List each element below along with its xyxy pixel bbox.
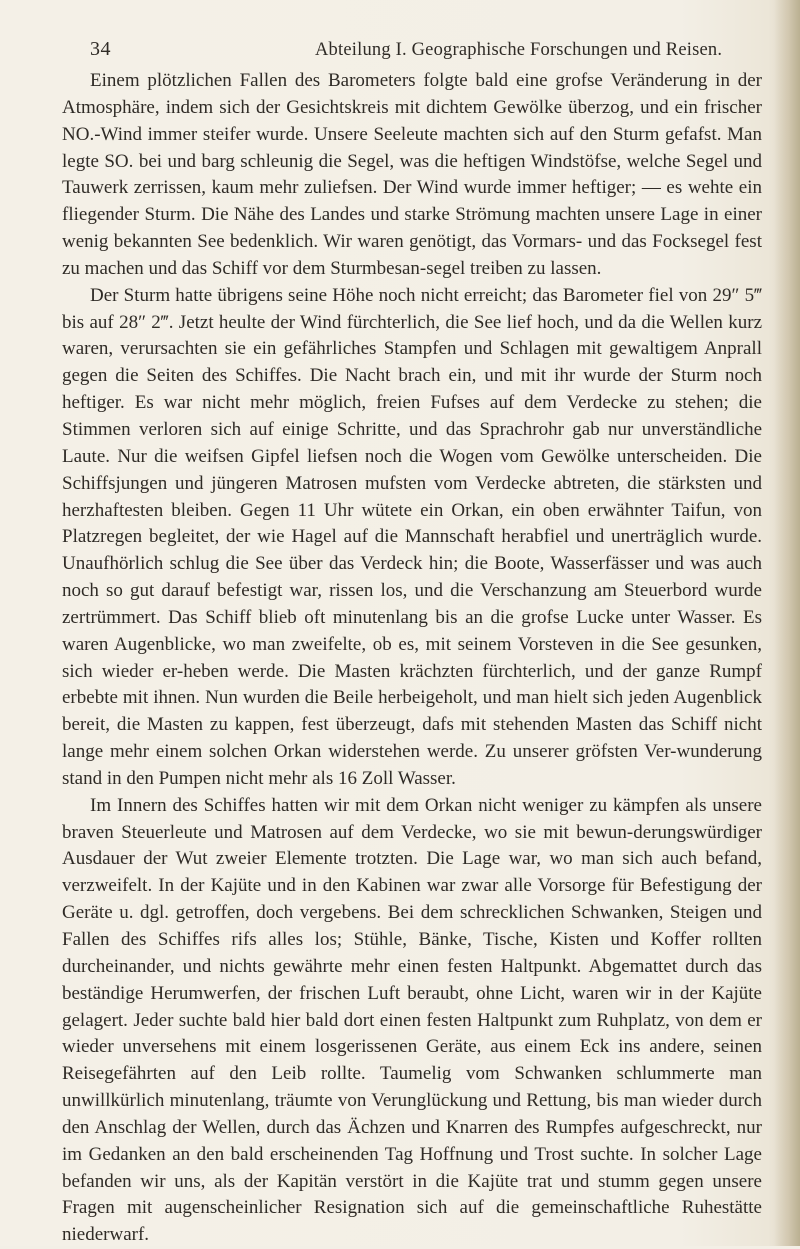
paragraph-cabin: Im Innern des Schiffes hatten wir mit dem Orkan nicht weniger zu kämpfen als unsere braven Steuerleute und Matrosen auf dem Verdecke, wo sie mit bewun-derungswürdiger Ausdauer der Wut zweier Elemente trotzten. Die Lage war, wo man sich auch befand, verzweifelt. In der Kajüte und in den Kabinen war zwar alle Vorsorge für Befestigung der Geräte u. dgl. getroffen, doch vergebens. Bei dem schrecklichen Schwanken, Steigen und Fallen des Schiffes rifs alles los; Stühle, Bänke, Tische, Kisten und Koffer rollten durcheinander, und nichts gewährte mehr einen festen Haltpunkt. Abgemattet durch das beständige Herumwerfen, der frischen Luft beraubt, ohne Licht, waren wir in der Kajüte gelagert. Jeder suchte bald hier bald dort einen festen Haltpunkt zum Ruhplatz, von dem er wieder unversehens mit einem losgerissenen Geräte, aus einem Eck ins andere, seinen Reisegefährten auf den Leib rollte. Taumelig vom Schwanken schlummerte man unwillkürlich minutenlang, träumte von Verunglückung und Rettung, bis man wieder durch den Anschlag der Wellen, durch das Ächzen und Knarren des Rumpfes aufgeschreckt, nur im Gedanken an den bald erscheinenden Tag Hoffnung und Trost suchte. In solcher Lage befanden wir uns, als der Kapitän verstört in die Kajüte trat und stumm gegen unsere Fragen mit augenscheinlicher Resignation sich auf die gemeinschaftliche Ruhestätte niederwarf. xyxy=(62,794,762,1246)
page-number: 34 xyxy=(90,38,111,60)
running-head xyxy=(62,38,762,68)
page-edge-shadow xyxy=(774,0,800,1246)
body-text xyxy=(62,68,762,1249)
paragraph-barometer: Einem plötzlichen Fallen des Barometers folgte bald eine grofse Veränderung in der Atmosphäre, indem sich der Gesichtskreis mit dichtem Gewölke überzog, und ein frischer NO.-Wind immer steifer wurde. Unsere Seeleute machten sich auf den Sturm gefafst. Man legte SO. bei und barg schleunig die Segel, was die heftigen Windstöfse, welche Segel und Tauwerk zerrissen, kaum mehr zuliefsen. Der Wind wurde immer heftiger; — es wehte ein fliegender Sturm. Die Nähe des Landes und starke Strömung machten unsere Lage in einer wenig bekannten See bedenklich. Wir waren genötigt, das Vormars- und das Focksegel fest zu machen und das Schiff vor dem Sturmbesan-segel treiben zu lassen. xyxy=(62,70,762,279)
running-head-title: Abteilung I. Geographische Forschungen und Reisen. xyxy=(315,40,723,60)
paragraph-storm: Der Sturm hatte übrigens seine Höhe noch nicht erreicht; das Barometer fiel von 29″ 5‴ bis auf 28″ 2‴. Jetzt heulte der Wind fürchterlich, die See lief hoch, und da die Wellen kurz waren, verursachten sie ein gefährliches Stampfen und Schlagen mit gewaltigem Anprall gegen die Seiten des Schiffes. Die Nacht brach ein, und mit ihr wurde der Sturm noch heftiger. Es war nicht mehr möglich, freien Fufses auf dem Verdecke zu stehen; die Stimmen verloren sich auf einige Schritte, und das Sprachrohr gab nur unverständliche Laute. Nur die weifsen Gipfel liefsen noch die Wogen vom Gewölke unterscheiden. Die Schiffsjungen und jüngeren Matrosen mufsten vom Verdecke abtreten, die stärksten und herzhaftesten bleiben. Gegen 11 Uhr wütete ein Orkan, ein oben erwähnter Taifun, von Platzregen begleitet, der wie Hagel auf die Mannschaft herabfiel und unerträglich wurde. Unaufhörlich schlug die See über das Verdeck hin; die Boote, Wasserfässer und was auch noch so gut darauf befestigt war, rissen los, und die Verschanzung am Steuerbord wurde zertrümmert. Das Schiff blieb oft minutenlang bis an die grofse Lucke unter Wasser. Es waren Augenblicke, wo man zweifelte, ob es, mit seinem Vorsteven in die See gesunken, sich wieder er-heben werde. Die Masten krächzten fürchterlich, und der ganze Rumpf erbebte mit ihnen. Nun wurden die Beile herbeigeholt, und man hielt sich jeden Augenblick bereit, die Masten zu kappen, fest überzeugt, dafs mit stehenden Masten das Schiff nicht lange mehr einem solchen Orkan widerstehen werde. Zu unserer gröfsten Ver-wunderung stand in den Pumpen nicht mehr als 16 Zoll Wasser. xyxy=(62,284,762,789)
